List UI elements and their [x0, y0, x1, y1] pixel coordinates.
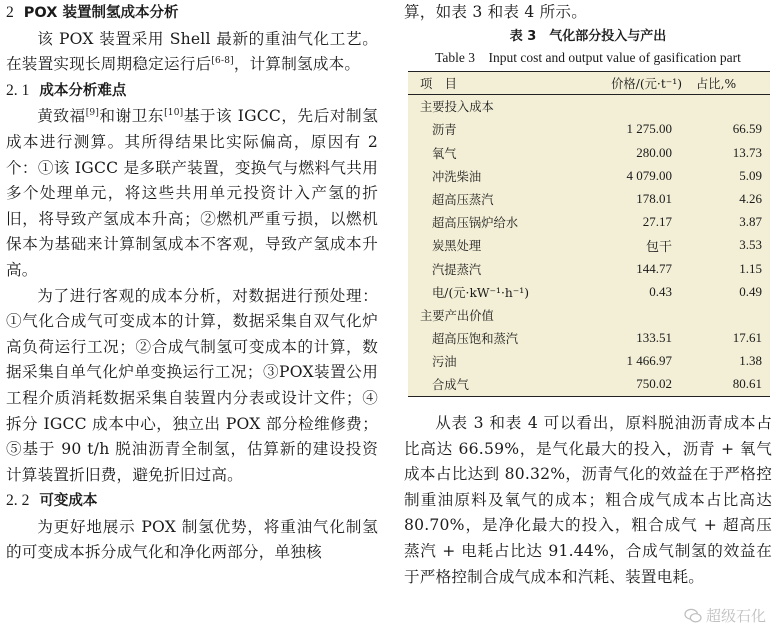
cell-ratio: 80.61	[732, 376, 762, 392]
cell-price: 1 466.97	[626, 353, 672, 369]
cell-price: 280.00	[636, 144, 672, 160]
cell-price: 包干	[645, 238, 672, 254]
group-label: 主要产出价值	[420, 308, 494, 323]
table-row	[408, 373, 770, 396]
cell-ratio: 5.09	[739, 167, 762, 183]
section-number: 2	[6, 4, 14, 21]
section-number: 2. 2	[6, 492, 30, 510]
citation-ref[interactable]: [10]	[164, 108, 184, 119]
citation-ref[interactable]: [6-8]	[211, 56, 234, 66]
section-title: 可变成本	[39, 493, 98, 510]
cell-item: 超高压饱和蒸汽	[432, 332, 519, 347]
cell-price: 4 079.00	[626, 167, 672, 183]
cell-item: 电/(元·kW⁻¹·h⁻¹)	[432, 285, 530, 300]
paragraph-intro: 该 POX 装置采用 Shell 最新的重油气化工艺。在装置实现长周期稳定运行后[6-8]，计算制氢成本。	[6, 29, 378, 74]
table-row	[408, 211, 770, 234]
cell-price: 27.17	[642, 214, 672, 230]
cell-item: 沥青	[432, 123, 457, 138]
right-column	[404, 0, 772, 590]
table-row	[408, 257, 770, 280]
table-group-row	[408, 94, 770, 118]
section-2-heading	[6, 0, 378, 27]
paragraph-preprocessing: 为了进行客观的成本分析，对数据进行预处理：①气化合成气可变成本的计算，数据采集自双气化炉高负荷运行工况；②合成气制氢可变成本的计算，数据采集自单气化炉单变换运行工况；③POX装置公用工程介质消耗数据采集自装置内分表或设计文件；④拆分 IGCC 成本中心，独立出 POX 部分检维修费；⑤基于 90 t/h 脱油沥青全制氢，估算新的建设投资计算装置折旧费，避免折旧过高。	[6, 286, 378, 484]
cell-item: 污油	[432, 355, 457, 370]
table-row	[408, 187, 770, 210]
cell-ratio: 1.38	[739, 353, 762, 369]
wechat-icon	[684, 608, 702, 624]
table-row	[408, 326, 770, 349]
watermark-text: 超级石化	[705, 607, 766, 625]
cell-item: 超高压锅炉给水	[432, 216, 519, 231]
cell-price: 144.77	[636, 260, 672, 276]
cell-item: 超高压蒸汽	[432, 192, 494, 207]
cell-ratio: 4.26	[739, 190, 762, 206]
cell-ratio: 17.61	[732, 330, 762, 346]
cell-price: 133.51	[636, 330, 672, 346]
section-2-2-heading	[6, 488, 378, 515]
table-row	[408, 164, 770, 187]
cell-item: 炭黑处理	[432, 239, 482, 254]
table-header-row	[408, 72, 770, 95]
table-title-cn: 表 3 气化部分投入与产出	[509, 28, 667, 44]
cell-price: 178.01	[636, 190, 672, 206]
section-number: 2. 1	[6, 81, 30, 99]
table-row	[408, 118, 770, 141]
cell-item: 冲洗柴油	[432, 169, 482, 184]
cell-ratio: 66.59	[732, 121, 762, 137]
watermark	[684, 605, 766, 626]
cell-ratio: 3.87	[739, 214, 762, 230]
paragraph-difficulties: 黄致福[9]和谢卫东[10]基于该 IGCC，先后对制氢成本进行测算。其所得结果比实际偏高，原因有 2 个：①该 IGCC 是多联产装置，变换气与燃料气共用多个处理单元，将这些共用单元投资计入产氢的折旧，将导致产氢成本升高；②燃机严重亏损，以燃机保本为基础来计算制氢成本不客观，导致产氢成本升高。	[6, 107, 378, 279]
cell-price: 0.43	[649, 283, 672, 299]
cell-price: 1 275.00	[626, 121, 672, 137]
cell-ratio: 3.53	[739, 237, 762, 253]
table-row	[408, 350, 770, 373]
table-group-row	[408, 303, 770, 326]
cell-item: 汽提蒸汽	[432, 262, 482, 277]
cell-item: 氧气	[432, 146, 457, 161]
paragraph-analysis: 从表 3 和表 4 可以看出，原料脱油沥青成本占比高达 66.59%，是气化最大的投入，沥青 + 氧气成本占比达到 80.32%，沥青气化的效益在于严格控制重油原料及氧气的成本；粗合成气成本占比高达 80.70%，是净化最大的投入，粗合成气 + 超高压蒸汽 + 电耗占比达 91.44%，合成气制氢的效益在于严格控制合成气成本和汽耗、装置电耗。	[404, 414, 772, 586]
col-header-price: 价格/(元·t⁻¹)	[586, 72, 696, 95]
cell-price: 750.02	[636, 376, 672, 392]
cell-ratio: 1.15	[739, 260, 762, 276]
cell-ratio: 13.73	[732, 144, 762, 160]
cell-ratio: 0.49	[739, 283, 762, 299]
paragraph-continued: 算，如表 3 和表 4 所示。	[404, 3, 588, 21]
left-column	[6, 0, 378, 566]
cell-item: 合成气	[432, 378, 469, 393]
section-2-1-heading	[6, 78, 378, 105]
table-row	[408, 234, 770, 257]
group-label: 主要投入成本	[420, 100, 494, 115]
col-header-ratio: 占比,%	[696, 72, 770, 95]
table-row	[408, 280, 770, 303]
citation-ref[interactable]: [9]	[85, 108, 100, 119]
col-header-item: 项 目	[408, 72, 586, 95]
table-title-en: Table 3 Input cost and output value of gasification part	[435, 49, 741, 65]
section-title: POX 装置制氢成本分析	[23, 5, 179, 21]
table-row	[408, 141, 770, 164]
table-3	[408, 71, 770, 397]
paragraph-variable-cost: 为更好地展示 POX 制氢优势，将重油气化制氢的可变成本拆分成气化和净化两部分，单独核	[6, 517, 378, 562]
section-title: 成本分析难点	[39, 82, 127, 99]
